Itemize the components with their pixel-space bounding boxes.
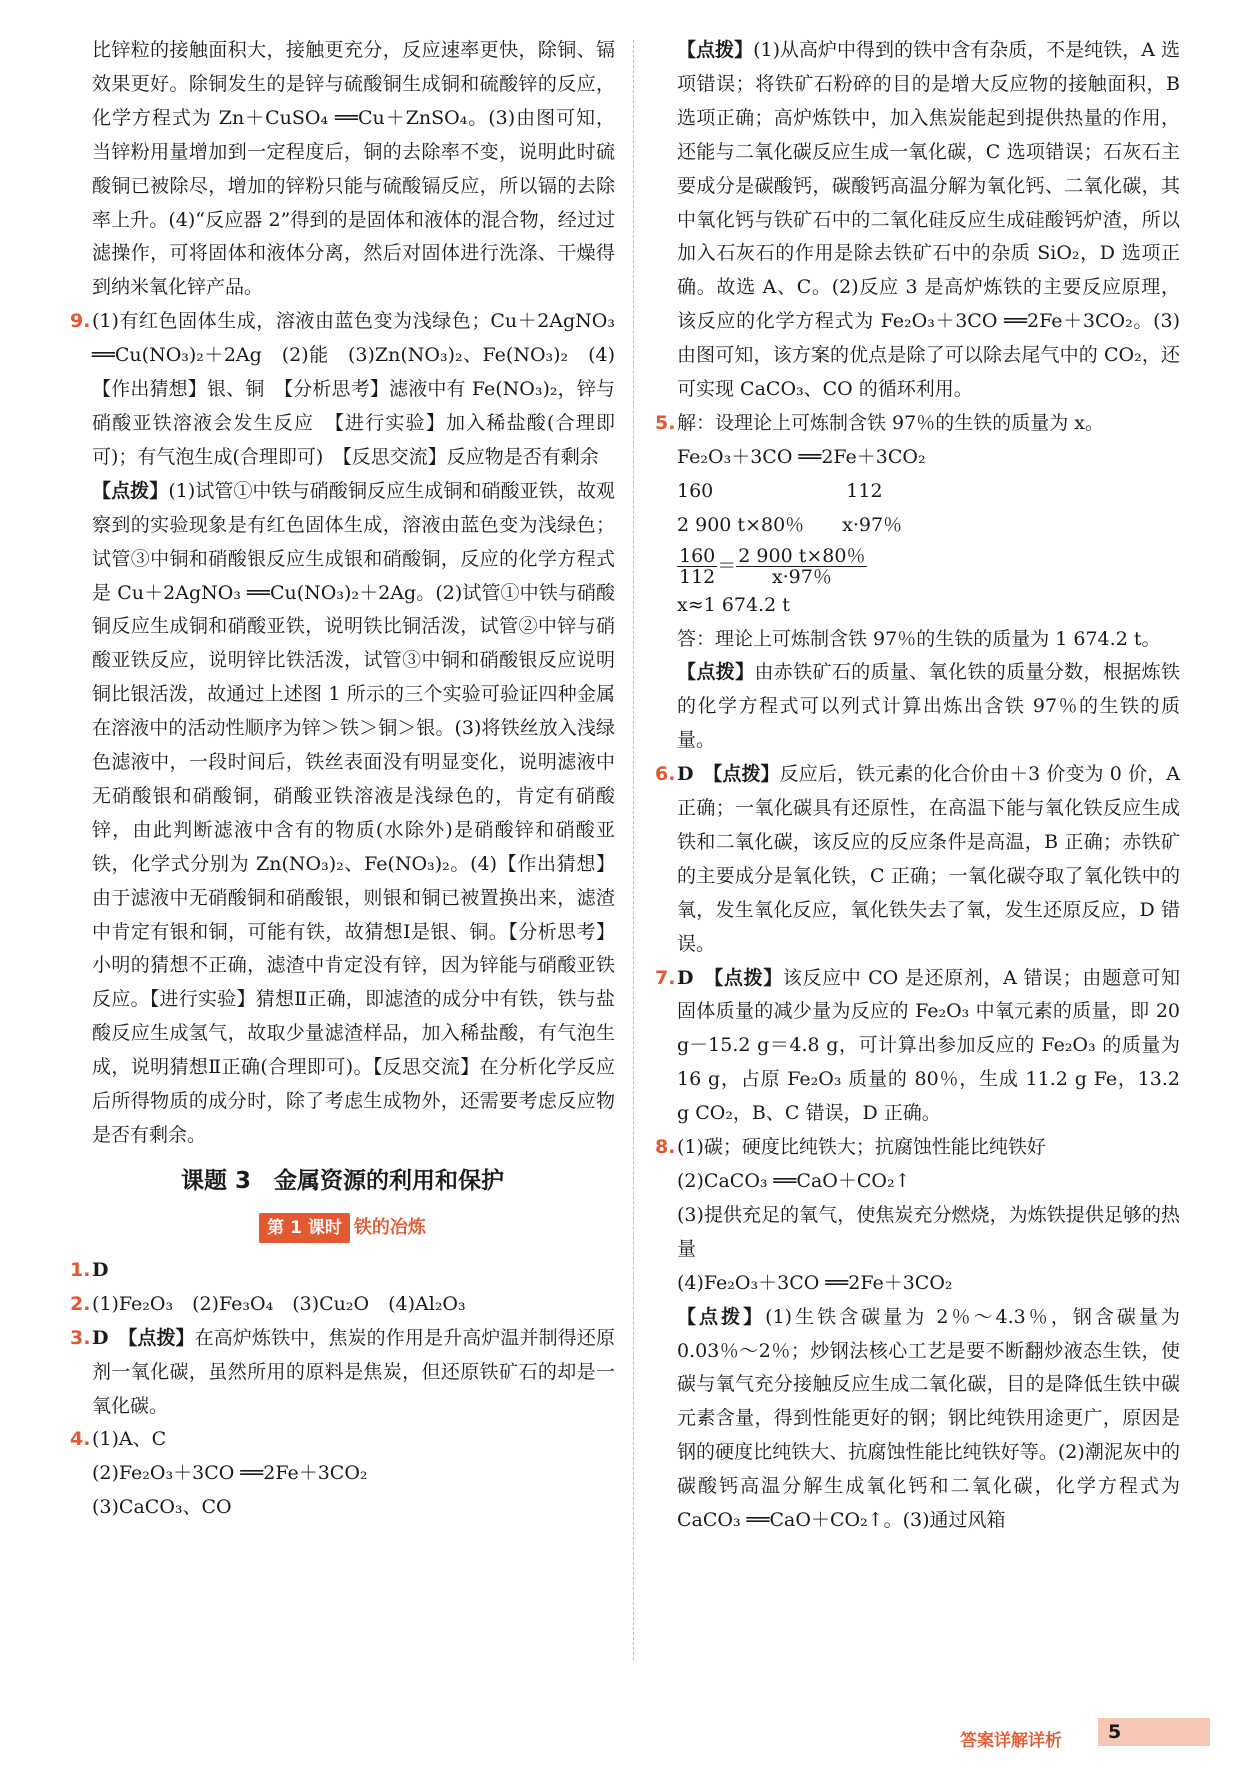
fraction-right: $\frac{2 900 t\times 80\%}{x\cdot 97\%}$ [738, 545, 866, 589]
q4-answer-3: (3)CaCO₃、CO [92, 1496, 232, 1519]
q9-tip: 【点拨】(1)试管①中铁与硝酸铜反应生成铜和硝酸亚铁，故观察到的实验现象是有红色固体生成，溶液由蓝色变为浅绿色；试管③中铜和硝酸银反应生成银和硝酸铜，反应的化学方程式是 Cu＋2AgNO₃ ══Cu(NO₃)₂＋2Ag。(2)试管①中铁与硝酸铜反应生成铜和硝酸亚铁，说明铁比铜活泼，试管②中锌与硝酸亚铁反应，说明锌比铁活泼，试管③中铜和硝酸银反应说明铜比银活泼，故通过上述图 1 所示的三个实验可验证四种金属在溶液中的活动性顺序为锌＞铁＞铜＞银。(3)将铁丝放入浅绿色滤液中，一段时间后，铁丝表面没有明显变化，说明滤液中无硝酸银和硝酸铜，硝酸亚铁溶液是浅绿色的，肯定有硝酸锌，由此判断滤液中含有的物质(水除外)是硝酸锌和硝酸亚铁，化学式分别为 Zn(NO₃)₂、Fe(NO₃)₂。(4)【作出猜想】由于滤液中无硝酸铜和硝酸银，则银和铜已被置换出来，滤渣中肯定有银和铜，可能有铁，故猜想Ⅰ是银、铜。【分析思考】小明的猜想不正确，滤渣中肯定没有锌，因为锌能与硝酸亚铁反应。【进行实验】猜想Ⅱ正确，即滤渣的成分中有铁，铁与盐酸反应生成氢气，故取少量滤渣样品，加入稀盐酸，有气泡生成，说明猜想Ⅱ正确(合理即可)。【反思交流】在分析化学反应后所得物质的成分时，除了考虑生成物外，还需要考虑反应物是否有剩余。 [92, 479, 615, 1146]
q5-answer: 答：理论上可炼制含铁 97％的生铁的质量为 1 674.2 t。 [677, 627, 1161, 650]
tip-label: 【点拨】 [677, 39, 754, 61]
lesson-subtitle [70, 1207, 615, 1248]
fraction-left: $\frac{160}{112}$ [679, 545, 716, 589]
question-number: 5. [655, 411, 676, 434]
q4-answer-2: (2)Fe₂O₃＋3CO ══2Fe＋3CO₂ [92, 1462, 368, 1485]
q8-tip: 【点拨】(1)生铁含碳量为 2％～4.3％，钢含碳量为 0.03％～2％；炒钢法核心工艺是要不断翻炒液态生铁，使碳与氧气充分接触反应生成二氧化碳，目的是降低生铁中碳元素含量，得到性能更好的钢；钢比纯铁用途更广，原因是钢的硬度比纯铁大、抗腐蚀性能比纯铁好等。(2)潮泥灰中的碳酸钙高温分解生成氧化钙和二氧化碳，化学方程式为 CaCO₃ ══CaO＋CO₂↑。(3)通过风箱 [677, 1305, 1180, 1532]
q6-answer: 6.D 【点拨】反应后，铁元素的化合价由＋3 价变为 0 价，A 正确；一氧化碳具有还原性，在高温下能与氧化铁反应生成铁和二氧化碳，该反应的反应条件是高温，B 正确；赤铁矿的主要成分是氧化铁，C 正确；一氧化碳夺取了氧化铁中的氧，发生氧化反应，氧化铁失去了氧，发生还原反应，D 错误。 [655, 758, 1180, 961]
tip-label: 【点拨】 [92, 479, 169, 502]
column-divider [633, 40, 634, 1660]
question-number: 8. [655, 1136, 676, 1159]
period-badge: 第 1 课时 [259, 1213, 350, 1243]
q5-proportion: $\frac{160}{112}$ ＝ $\frac{2 900 t\times 80\%}{x\cdot 97\%}$ [679, 545, 866, 589]
question-number: 7. [655, 966, 676, 989]
q8-answer-1: 8.(1)碳；硬度比纯铁大；抗腐蚀性能比纯铁好 [655, 1131, 1180, 1165]
question-number: 1. [70, 1258, 91, 1281]
q5-mass-values: 2 900 t×80％ x·97％ [677, 513, 903, 536]
question-number: 6. [655, 763, 676, 786]
q5-tip: 【点拨】由赤铁矿石的质量、氧化铁的质量分数，根据炼铁的化学方程式可以列式计算出炼出含铁 97％的生铁的质量。 [677, 661, 1180, 752]
tip-label: 【点拨】 [677, 661, 755, 684]
q8-answer-2: (2)CaCO₃ ══CaO＋CO₂↑ [677, 1170, 911, 1192]
tip-label: 【点拨】 [127, 1326, 195, 1349]
tip-label: 【点拨】 [712, 763, 780, 786]
question-number: 3. [70, 1326, 91, 1349]
q7-answer: 7.D 【点拨】该反应中 CO 是还原剂，A 错误；由题意可知固体质量的减少量为反应的 Fe₂O₃ 中氧元素的质量，即 20 g－15.2 g＝4.8 g，可计算出参加反应的 Fe₂O₃ 的质量为 16 g，占原 Fe₂O₃ 质量的 80％，生成 11.2 g Fe，13.2 g CO₂，B、C 错误，D 正确。 [655, 962, 1180, 1132]
q8-continuation: 比锌粒的接触面积大，接触更充分，反应速率更快，除铜、镉效果更好。除铜发生的是锌与硫酸铜生成铜和硫酸锌的反应，化学方程式为 Zn＋CuSO₄ ══Cu＋ZnSO₄。(3)由图可知，当锌粉用量增加到一定程度后，铜的去除率不变，说明此时硫酸铜已被除尽，增加的锌粉只能与硫酸镉反应，所以镉的去除率上升。(4)“反应器 2”得到的是固体和液体的混合物，经过过滤操作，可将固体和液体分离，然后对固体进行洗涤、干燥得到纳米氧化锌产品。 [92, 39, 615, 299]
footer-label: 答案详解详析 [960, 1731, 1062, 1751]
period-title: 铁的冶炼 [353, 1216, 426, 1238]
q1-answer: 1.D [70, 1254, 615, 1288]
question-number: 9. [70, 310, 91, 333]
q5-head: 5.解：设理论上可炼制含铁 97％的生铁的质量为 x。 [655, 407, 1180, 441]
question-number: 2. [70, 1292, 91, 1315]
question-number: 4. [70, 1428, 91, 1451]
q8-answer-3: (3)提供充足的氧气，使焦炭充分燃烧，为炼铁提供足够的热量 [677, 1203, 1180, 1260]
q5-equation: Fe₂O₃＋3CO ══2Fe＋3CO₂ [677, 445, 926, 468]
left-column [70, 34, 615, 1525]
lesson-title: 课题 3 金属资源的利用和保护 [180, 1167, 504, 1194]
q4-answer-1: 4.(1)A、C [70, 1423, 615, 1457]
q2-answer: 2.(1)Fe₂O₃ (2)Fe₃O₄ (3)Cu₂O (4)Al₂O₃ [70, 1288, 615, 1322]
q3-answer: 3.D 【点拨】在高炉炼铁中，焦炭的作用是升高炉温并制得还原剂一氧化碳，虽然所用的原料是焦炭，但还原铁矿石的却是一氧化碳。 [70, 1322, 615, 1424]
q8-answer-4: (4)Fe₂O₃＋3CO ══2Fe＋3CO₂ [677, 1271, 953, 1294]
q5-result: x≈1 674.2 t [677, 593, 790, 616]
page-number: 5 [1098, 1718, 1210, 1746]
q4-tip: 【点拨】(1)从高炉中得到的铁中含有杂质，不是纯铁，A 选项错误；将铁矿石粉碎的目的是增大反应物的接触面积，B 选项正确；高炉炼铁中，加入焦炭能起到提供热量的作用，还能与二氧化碳反应生成一氧化碳，C 选项错误；石灰石主要成分是碳酸钙，碳酸钙高温分解为氧化钙、二氧化碳，其中氧化钙与铁矿石中的二氧化硅反应生成硅酸钙炉渣，所以加入石灰石的作用是除去铁矿石中的杂质 SiO₂，D 选项正确。故选 A、C。(2)反应 3 是高炉炼铁的主要反应原理，该反应的化学方程式为 Fe₂O₃＋3CO ══2Fe＋3CO₂。(3)由图可知，该方案的优点是除了可以除去尾气中的 CO₂，还可实现 CaCO₃、CO 的循环利用。 [677, 39, 1180, 401]
q9-answer: 9.(1)有红色固体生成，溶液由蓝色变为浅绿色；Cu＋2AgNO₃ ══Cu(NO₃)₂＋2Ag (2)能 (3)Zn(NO₃)₂、Fe(NO₃)₂ (4)【作出猜想】银、铜 【分析思考】滤液中有 Fe(NO₃)₂，锌与硝酸亚铁溶液会发生反应 【进行实验】加入稀盐酸(合理即可)；有气泡生成(合理即可) 【反思交流】反应物是否有剩余 [70, 305, 615, 475]
tip-label: 【点拨】 [677, 1305, 766, 1328]
tip-label: 【点拨】 [713, 966, 783, 989]
right-column [655, 34, 1180, 1538]
q5-molar-mass: 160 112 [677, 479, 883, 502]
